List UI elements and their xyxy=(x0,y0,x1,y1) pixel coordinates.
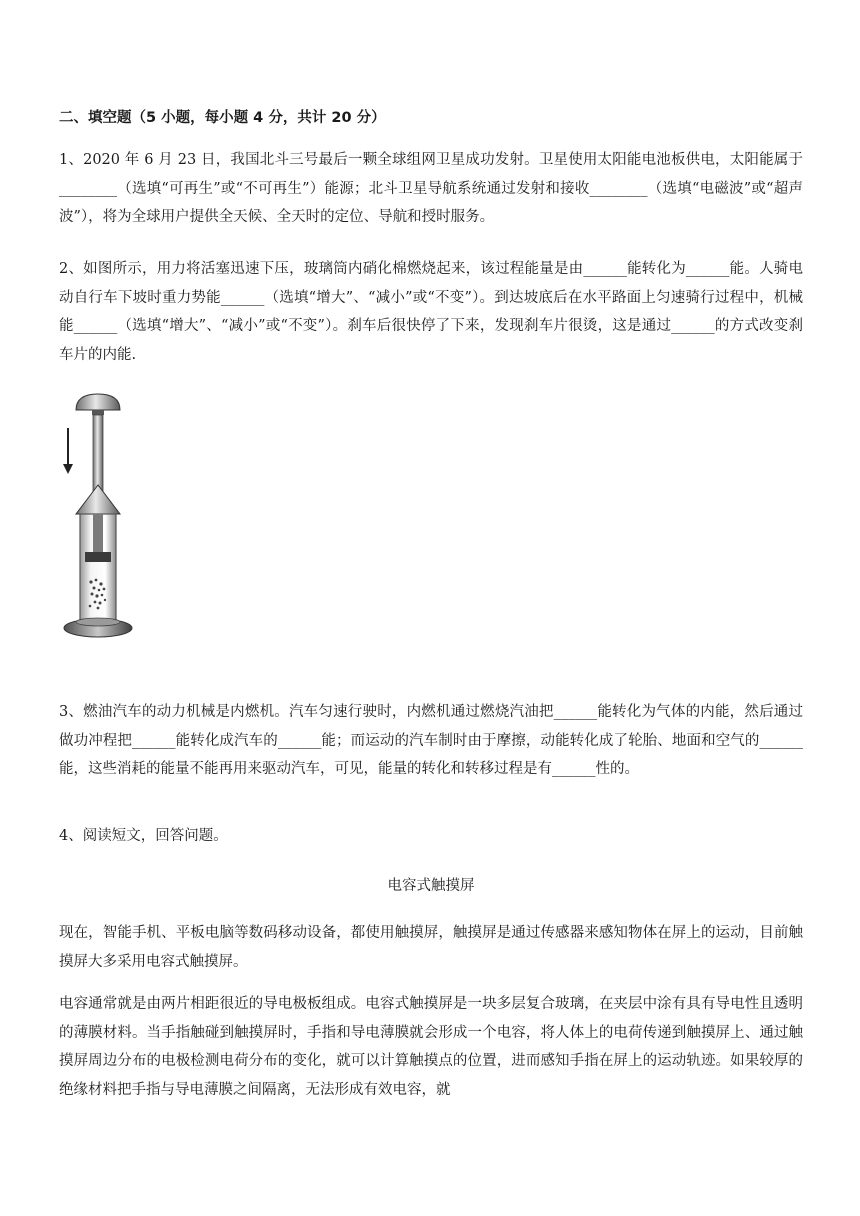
section-title: 二、填空题（5 小题，每小题 4 分，共计 20 分） xyxy=(59,110,386,126)
article-paragraph-1: 现在，智能手机、平板电脑等数码移动设备，都使用触摸屏，触摸屏是通过传感器来感知物体在屏上的运动，目前触摸屏大多采用电容式触摸屏。 xyxy=(59,925,803,970)
article-title: 电容式触摸屏 xyxy=(387,878,475,894)
piston-cylinder-apparatus-icon xyxy=(59,390,133,640)
question-3: 3、燃油汽车的动力机械是内燃机。汽车匀速行驶时，内燃机通过燃烧汽油把______能转化为气体的内能，然后通过做功冲程把______能转化成汽车的______能；而运动的汽车制时由于摩擦，动能转化成了轮胎、地面和空气的______能，这些消耗的能量不能再用来驱动汽车，可见，能量的转化和转移过程是有______性的。 xyxy=(59,704,803,777)
article-paragraph-2: 电容通常就是由两片相距很近的导电极板组成。电容式触摸屏是一块多层复合玻璃，在夹层中涂有具有导电性且透明的薄膜材料。当手指触碰到触摸屏时，手指和导电薄膜就会形成一个电容，将人体上的电荷传递到触摸屏上、通过触摸屏周边分布的电极检测电荷分布的变化，就可以计算触摸点的位置，进而感知手指在屏上的运动轨迹。如果较厚的绝缘材料把手指与导电薄膜之间隔离，无法形成有效电容，就 xyxy=(59,996,803,1098)
question-1: 1、2020 年 6 月 23 日，我国北斗三号最后一颗全球组网卫星成功发射。卫星使用太阳能电池板供电，太阳能属于________（选填“可再生”或“不可再生”）能源；北斗卫星导航系统通过发射和接收________（选填“电磁波”或“超声波”），将为全球用户提供全天候、全天时的定位、导航和授时服务。 xyxy=(59,152,803,225)
question-2: 2、如图所示，用力将活塞迅速下压，玻璃筒内硝化棉燃烧起来，该过程能量是由______能转化为______能。人骑电动自行车下坡时重力势能______（选填“增大”、“减小”或“不变”）。到达坡底后在水平路面上匀速骑行过程中，机械能______（选填“增大”、“减小”或“不变”）。刹车后很快停了下来，发现刹车片很烫，这是通过______的方式改变刹车片的内能. xyxy=(59,261,803,363)
question-4: 4、阅读短文，回答问题。 xyxy=(59,828,228,844)
